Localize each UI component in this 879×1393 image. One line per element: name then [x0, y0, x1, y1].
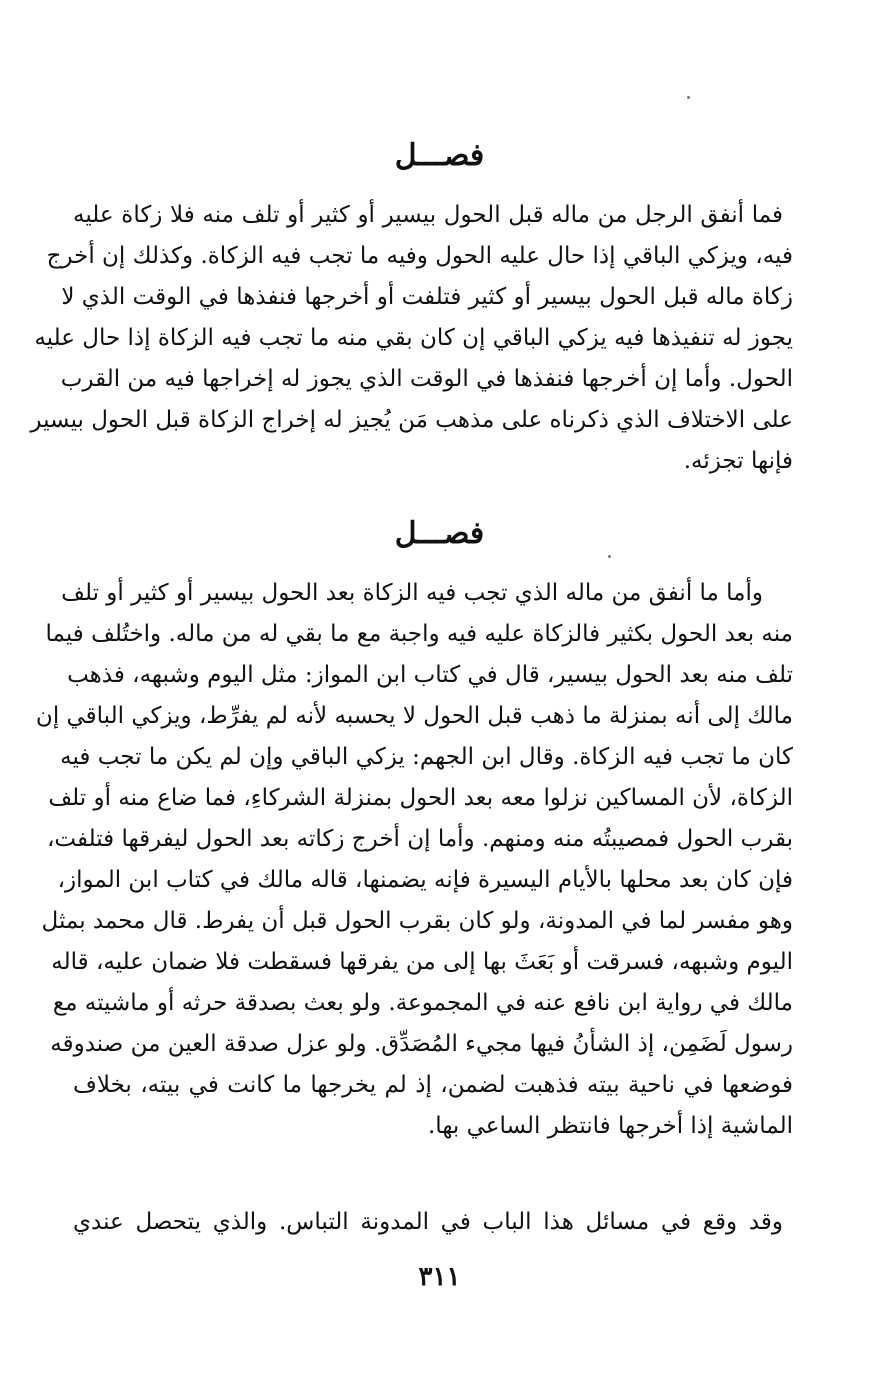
text-line: وهو مفسر لما في المدونة، ولو كان بقرب الحول قبل أن يفرط. قال محمد بمثل [41, 908, 793, 934]
text-line: فما أنفق الرجل من ماله قبل الحول بيسير أو كثير أو تلف منه فلا زكاة عليه [73, 202, 783, 228]
section-heading-2: فصـــل [394, 516, 485, 551]
speck-mark [687, 96, 690, 99]
text-line: زكاة ماله قبل الحول بيسير أو كثير فتلفت أو أخرجها فنفذها في الوقت الذي لا [61, 284, 793, 310]
section-heading-1: فصـــل [394, 138, 485, 173]
text-line: فيه، ويزكي الباقي إذا حال عليه الحول وفيه ما تجب فيه الزكاة. وكذلك إن أخرج [46, 243, 793, 269]
text-line: وقد وقع في مسائل هذا الباب في المدونة التباس. والذي يتحصل عندي [73, 1209, 783, 1235]
text-line: اليوم وشبهه، فسرقت أو بَعَثَ بها إلى من يفرقها فسقطت فلا ضمان عليه، قاله [51, 949, 793, 975]
text-line: فوضعها في ناحية بيته فذهبت لضمن، إذ لم يخرجها ما كانت في بيته، بخلاف [73, 1072, 793, 1098]
text-line: الحول. وأما إن أخرجها فنفذها في الوقت الذي يجوز له إخراجها فيه من القرب [60, 366, 793, 392]
text-line: كان ما تجب فيه الزكاة. وقال ابن الجهم: يزكي الباقي وإن لم يكن ما تجب فيه [60, 744, 793, 770]
text-line: مالك في رواية ابن نافع عنه في المجموعة. ولو بعث بصدقة حرثه أو ماشيته مع [52, 990, 793, 1016]
text-line: يجوز له تنفيذها فيه يزكي الباقي إن كان بقي منه ما تجب فيه الزكاة إذا حال عليه [34, 325, 793, 351]
text-line: منه بعد الحول بكثير فالزكاة عليه فيه واجبة مع ما بقي له من ماله. واختُلف فيما [45, 621, 793, 647]
text-line: فإنها تجزئه. [683, 448, 793, 474]
text-line: الزكاة، لأن المساكين نزلوا معه بعد الحول بمنزلة الشركاءِ، فما ضاع منه أو تلف [48, 785, 793, 811]
text-line: على الاختلاف الذي ذكرناه على مذهب مَن يُجيز له إخراج الزكاة قبل الحول بيسير [30, 407, 793, 433]
text-line: رسول لَضَمِن، إذ الشأنُ فيها مجيء المُصَدِّق. ولو عزل صدقة العين من صندوقه [50, 1031, 793, 1057]
speck-mark [608, 555, 611, 558]
page-number: ٣١١ [418, 1262, 461, 1292]
text-line: بقرب الحول فمصيبتُه منه ومنهم. وأما إن أخرج زكاته بعد الحول ليفرقها فتلفت، [46, 826, 793, 852]
text-line: وأما ما أنفق من ماله الذي تجب فيه الزكاة بعد الحول بيسير أو كثير أو تلف [61, 580, 763, 606]
text-line: فإن كان بعد محلها بالأيام اليسيرة فإنه يضمنها، قاله مالك في كتاب ابن المواز، [57, 867, 793, 893]
text-line: مالك إلى أنه بمنزلة ما ذهب قبل الحول لا يحسبه لأنه لم يفرِّط، ويزكي الباقي إن [35, 703, 793, 729]
text-line: الماشية إذا أخرجها فانتظر الساعي بها. [428, 1113, 793, 1139]
text-line: تلف منه بعد الحول بيسير، قال في كتاب ابن المواز: مثل اليوم وشبهه، فذهب [67, 662, 793, 688]
